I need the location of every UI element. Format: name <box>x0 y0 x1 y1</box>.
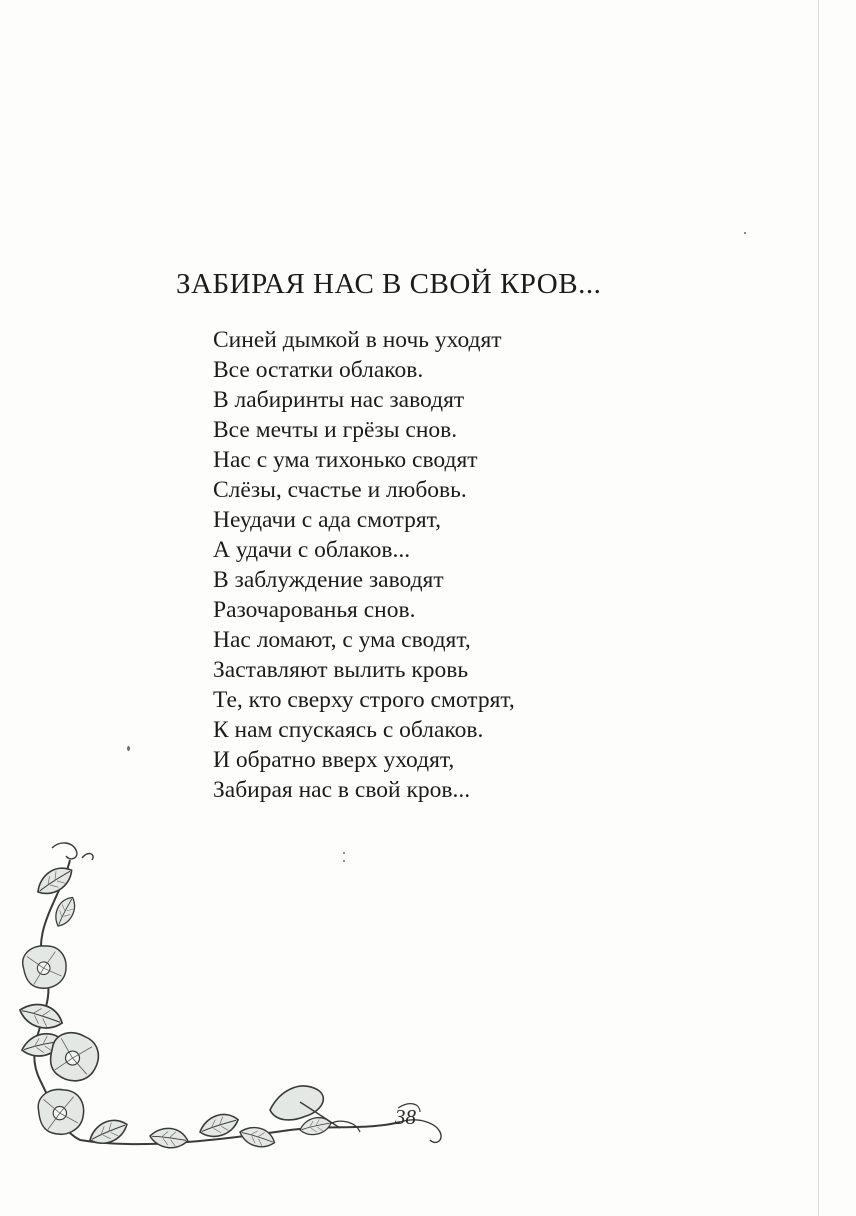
poem-line: Неудачи с ада смотрят, <box>213 507 442 533</box>
poem-line: Разочарованья снов. <box>213 597 416 623</box>
poem-line: Нас с ума тихонько сводят <box>213 447 478 473</box>
poem-title: ЗАБИРАЯ НАС В СВОЙ КРОВ... <box>176 268 602 300</box>
page-number: 38 <box>395 1105 416 1129</box>
poem-line: К нам спускаясь с облаков. <box>213 717 484 743</box>
poem-line: Слёзы, счастье и любовь. <box>213 477 467 503</box>
poem-line: В заблуждение заводят <box>213 567 444 593</box>
poem-line: Все остатки облаков. <box>213 357 424 383</box>
poem-line: Заставляют вылить кровь <box>213 657 469 683</box>
poem-line: Синей дымкой в ночь уходят <box>213 327 502 353</box>
scan-speck <box>744 232 746 234</box>
page-edge-line <box>818 0 819 1216</box>
poem-line: Те, кто сверху строго смотрят, <box>213 687 515 713</box>
poem-body <box>213 325 515 805</box>
poem-line: А удачи с облаков... <box>213 537 411 563</box>
poem-line: Забирая нас в свой кров... <box>213 777 471 803</box>
scan-speck <box>127 746 130 751</box>
poem-line: В лабиринты нас заводят <box>213 387 465 413</box>
poem-line: Все мечты и грёзы снов. <box>213 417 458 443</box>
poem-line: Нас ломают, с ума сводят, <box>213 627 471 653</box>
poem-line: И обратно вверх уходят, <box>213 747 455 773</box>
